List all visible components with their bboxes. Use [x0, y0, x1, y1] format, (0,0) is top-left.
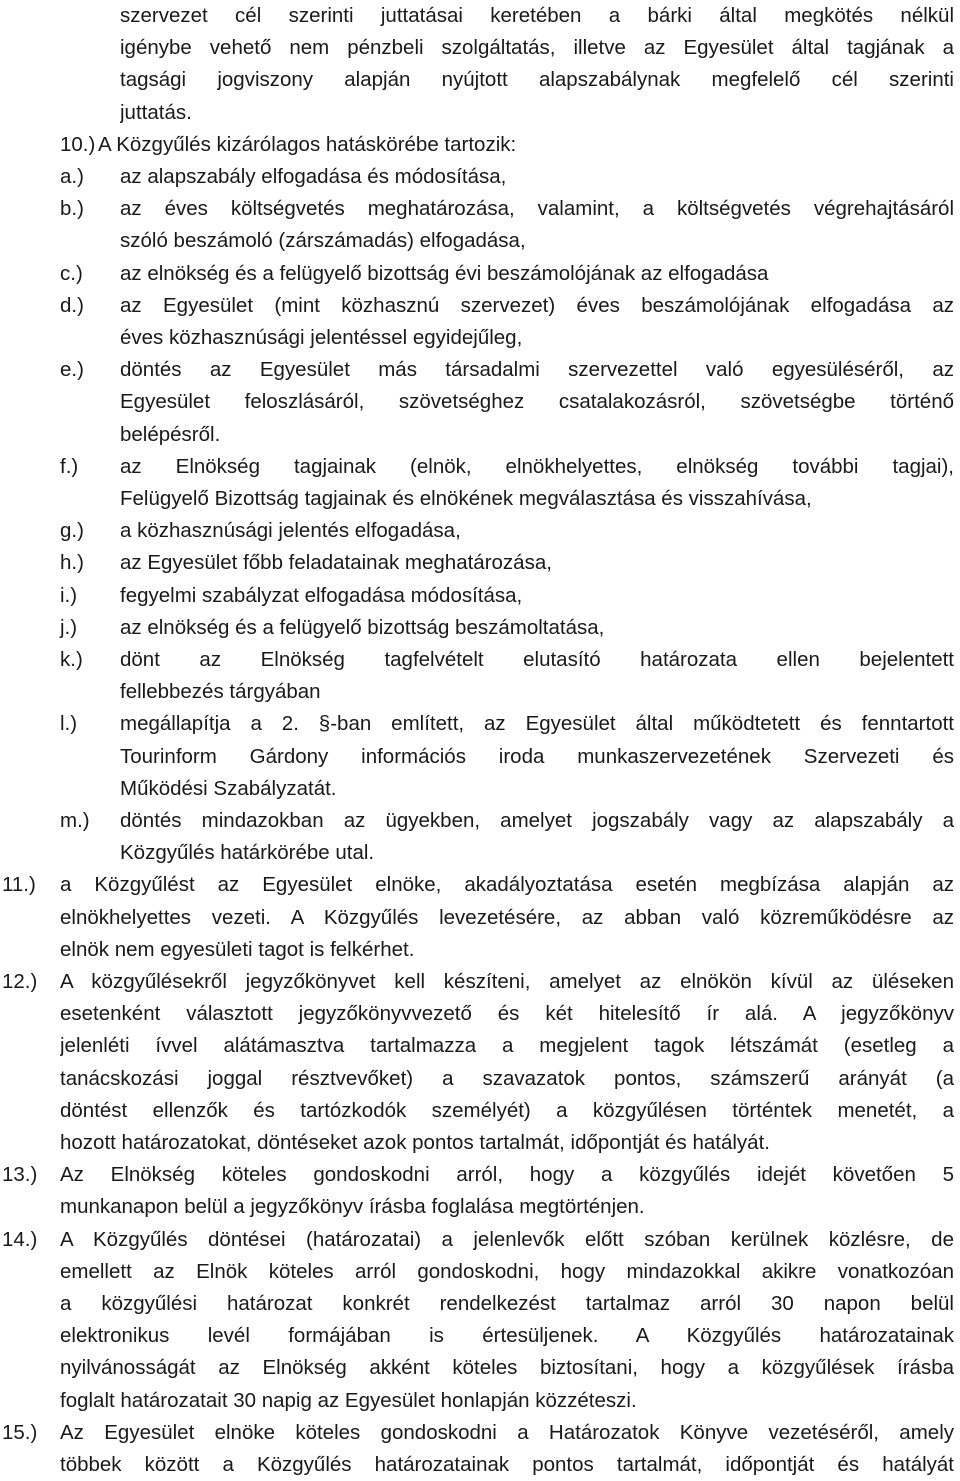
- list-item-text: Felügyelő Bizottság tagjainak és elnökének megválasztása és visszahívása,: [120, 487, 812, 510]
- list-item-label: f.): [60, 455, 79, 478]
- body-text-line: szervezet cél szerinti juttatásai keretében a bárki által megkötés nélkül: [120, 4, 954, 27]
- list-item-label: b.): [60, 197, 84, 220]
- list-item-text: Működési Szabályzatát.: [120, 777, 337, 800]
- paragraph-number: 14.): [2, 1228, 38, 1251]
- paragraph-text: A Közgyűlés döntései (határozatai) a jelenlevők előtt szóban kerülnek közlésre, de: [60, 1228, 954, 1251]
- paragraph-text: elektronikus levél formájában is értesüljenek. A Közgyűlés határozatainak: [60, 1324, 954, 1347]
- paragraph-text: Az Elnökség köteles gondoskodni arról, hogy a közgyűlés idejét követően 5: [60, 1163, 954, 1186]
- list-item-text: az Elnökség tagjainak (elnök, elnökhelyettes, elnökség további tagjai),: [120, 455, 954, 478]
- list-item-label: m.): [60, 809, 90, 832]
- paragraph-text: jelenléti ívvel alátámasztva tartalmazza a megjelent tagok létszámát (esetleg a: [60, 1034, 954, 1057]
- list-item-text: az alapszabály elfogadása és módosítása,: [120, 165, 507, 188]
- paragraph-number: 12.): [2, 970, 38, 993]
- list-item-label: g.): [60, 519, 84, 542]
- body-text-line: juttatás.: [120, 101, 192, 124]
- paragraph-text: tanácskozási joggal résztvevőket) a szavazatok pontos, számszerű arányát (a: [60, 1067, 954, 1090]
- paragraph-number: 10.): [60, 133, 96, 156]
- paragraph-number: 11.): [2, 873, 36, 896]
- list-item-text: döntés az Egyesület más társadalmi szervezettel való egyesüléséről, az: [120, 358, 954, 381]
- list-item-text: az éves költségvetés meghatározása, valamint, a költségvetés végrehajtásáról: [120, 197, 954, 220]
- paragraph-heading: A Közgyűlés kizárólagos hatáskörébe tartozik:: [98, 133, 517, 156]
- paragraph-text: munkanapon belül a jegyzőkönyv írásba foglalása megtörténjen.: [60, 1195, 645, 1218]
- paragraph-text: elnök nem egyesületi tagot is felkérhet.: [60, 938, 415, 961]
- body-text-line: tagsági jogviszony alapján nyújtott alapszabálynak megfelelő cél szerinti: [120, 68, 954, 91]
- list-item-text: az elnökség és a felügyelő bizottság évi beszámolójának az elfogadása: [120, 262, 769, 285]
- list-item-text: a közhasznúsági jelentés elfogadása,: [120, 519, 461, 542]
- paragraph-number: 13.): [2, 1163, 38, 1186]
- list-item-label: e.): [60, 358, 84, 381]
- list-item-text: döntés mindazokban az ügyekben, amelyet jogszabály vagy az alapszabály a: [120, 809, 954, 832]
- paragraph-text: hozott határozatokat, döntéseket azok pontos tartalmát, időpontját és hatályát.: [60, 1131, 770, 1154]
- list-item-text: dönt az Elnökség tagfelvételt elutasító határozata ellen bejelentett: [120, 648, 954, 671]
- list-item-label: k.): [60, 648, 83, 671]
- paragraph-text: döntést ellenzők és tartózkodók személyét) a közgyűlésen történtek menetét, a: [60, 1099, 954, 1122]
- paragraph-text: a Közgyűlést az Egyesület elnöke, akadályoztatása esetén megbízása alapján az: [60, 873, 954, 896]
- list-item-text: megállapítja a 2. §-ban említett, az Egyesület által működtetett és fenntartott: [120, 712, 954, 735]
- paragraph-number: 15.): [2, 1421, 38, 1444]
- list-item-text: fellebbezés tárgyában: [120, 680, 321, 703]
- list-item-text: az Egyesület főbb feladatainak meghatározása,: [120, 551, 552, 574]
- list-item-text: éves közhasznúsági jelentéssel egyidejűleg,: [120, 326, 523, 349]
- paragraph-text: emellett az Elnök köteles arról gondoskodni, hogy mindazokkal akikre vonatkozóan: [60, 1260, 954, 1283]
- list-item-label: i.): [60, 584, 78, 607]
- body-text-line: igénybe vehető nem pénzbeli szolgáltatás, illetve az Egyesület által tagjának a: [120, 36, 954, 59]
- list-item-text: Tourinform Gárdony információs iroda munkaszervezetének Szervezeti és: [120, 745, 954, 768]
- list-item-text: fegyelmi szabályzat elfogadása módosítása,: [120, 584, 523, 607]
- paragraph-text: A közgyűlésekről jegyzőkönyvet kell készíteni, amelyet az elnökön kívül az üléseken: [60, 970, 954, 993]
- paragraph-text: Az Egyesület elnöke köteles gondoskodni a Határozatok Könyve vezetéséről, amely: [60, 1421, 954, 1444]
- paragraph-text: foglalt határozatait 30 napig az Egyesület honlapján közzéteszi.: [60, 1389, 637, 1412]
- list-item-text: belépésről.: [120, 423, 221, 446]
- list-item-label: c.): [60, 262, 83, 285]
- list-item-label: j.): [60, 616, 78, 639]
- list-item-label: l.): [60, 712, 78, 735]
- paragraph-text: esetenként választott jegyzőkönyvvezető és két hitelesítő ír alá. A jegyzőkönyv: [60, 1002, 954, 1025]
- paragraph-text: többek között a Közgyűlés határozatainak pontos tartalmát, időpontját és hatályát: [60, 1453, 954, 1476]
- list-item-text: az Egyesület (mint közhasznú szervezet) éves beszámolójának elfogadása az: [120, 294, 954, 317]
- list-item-label: d.): [60, 294, 84, 317]
- list-item-text: az elnökség és a felügyelő bizottság beszámoltatása,: [120, 616, 605, 639]
- paragraph-text: elnökhelyettes vezeti. A Közgyűlés levezetésére, az abban való közreműködésre az: [60, 906, 954, 929]
- list-item-label: a.): [60, 165, 84, 188]
- paragraph-text: a közgyűlési határozat konkrét rendelkezést tartalmaz arról 30 napon belül: [60, 1292, 954, 1315]
- list-item-text: szóló beszámoló (zárszámadás) elfogadása,: [120, 229, 526, 252]
- list-item-label: h.): [60, 551, 84, 574]
- list-item-text: Közgyűlés határkörébe utal.: [120, 841, 375, 864]
- paragraph-text: nyilvánosságát az Elnökség akként köteles biztosítani, hogy a közgyűlések írásba: [60, 1356, 954, 1379]
- list-item-text: Egyesület feloszlásáról, szövetséghez csatalakozásról, szövetségbe történő: [120, 390, 954, 413]
